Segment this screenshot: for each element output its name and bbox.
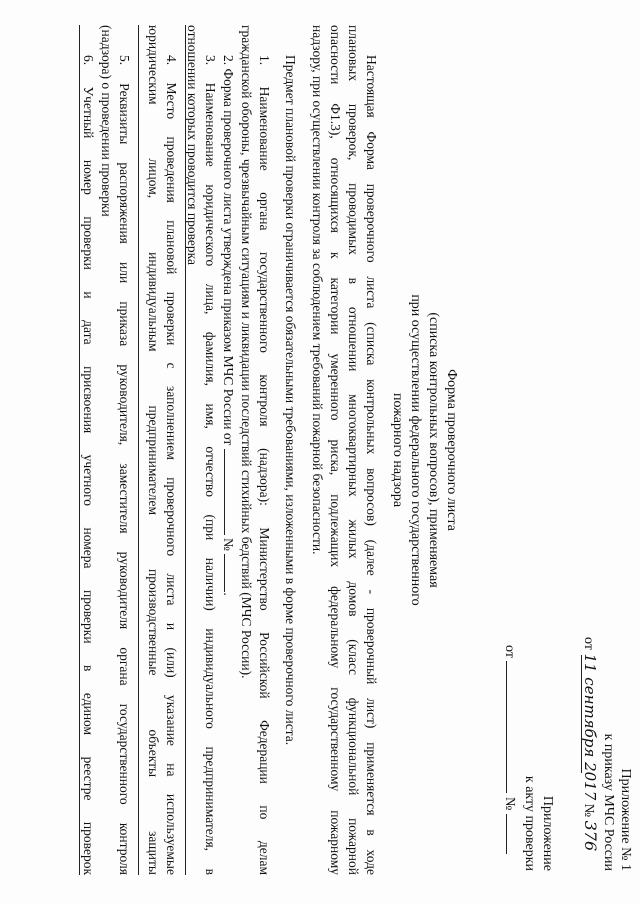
- appendix-title: Приложение № 1: [618, 768, 633, 871]
- item4-answer-line: [138, 25, 139, 875]
- to-order-text: к приказу МЧС России: [601, 733, 616, 871]
- item3-answer-line: [185, 25, 186, 875]
- item3-line2: отношении которых проводится проверка: [185, 25, 200, 265]
- intro-line3: опасности Ф1.3), относящихся к категории умеренного риска, подлежащих федеральному государственному пожарному: [328, 25, 343, 875]
- form-title-line1: Форма проверочного листа: [444, 369, 459, 531]
- item2-line: 2. Форма проверочного листа утверждена приказом МЧС России от № .: [221, 55, 236, 596]
- order-number-prefix: №: [581, 803, 596, 818]
- to-inspection-act-text: к акту проверки: [522, 775, 537, 871]
- order-date-line: [580, 637, 598, 851]
- intro-line2: плановых проверок, проводимых в отношении многоквартирных жилых домов (класс функциональной пожарной: [346, 25, 361, 875]
- item6-answer-line: [79, 25, 80, 875]
- act-date-line: [501, 645, 518, 854]
- item6-line1: 6. Учетный номер проверки и дата присвоения учетного номера проверки в едином реестре проверок: [81, 55, 96, 875]
- item2-date-blank: [224, 449, 236, 535]
- item2-number-blank: [224, 554, 236, 592]
- item4-line1: 4. Место проведения плановой проверки с заполнением проверочного листа и (или) указание на используемые: [164, 55, 179, 875]
- item5-line1: 5. Реквизиты распоряжения или приказа руководителя, заместителя руководителя органа государственного контроля: [117, 55, 132, 875]
- item2-number-prefix: №: [221, 538, 236, 551]
- form-title-line4: пожарного надзора: [390, 392, 405, 508]
- order-number-handwritten: 376: [581, 820, 600, 852]
- item3-line1: 3. Наименование юридического лица, фамилия, имя, отчество (при наличии) индивидуального предпринимателя, в: [203, 55, 218, 875]
- order-date-underline: [581, 655, 582, 773]
- form-title-line2: (списка контрольных вопросов), применяемая: [426, 312, 441, 588]
- item1-line2: гражданской обороны, чрезвычайным ситуациям и ликвидации последствий стихийных бедствий (МЧС России).: [239, 25, 254, 679]
- intro-line1: Настоящая Форма проверочного листа (списка контрольных вопросов) (далее - проверочный лист) применяется в ходе: [364, 55, 379, 875]
- act-date-prefix: от: [502, 645, 517, 658]
- act-number-prefix: №: [502, 796, 517, 811]
- act-date-blank: [506, 661, 518, 793]
- item1-line1: 1. Наименование органа государственного контроля (надзора): Министерство Российской Федерации по делам: [257, 55, 272, 875]
- form-title-line3: при осуществлении федерального государственного: [408, 294, 423, 606]
- order-date-handwritten: 11 сентября 2017: [581, 653, 599, 801]
- act-number-blank: [506, 814, 518, 854]
- intro-line4: надзору, при осуществлении контроля за соблюдением требований пожарной безопасности.: [310, 25, 325, 555]
- attachment-title: Приложение: [540, 795, 555, 871]
- order-date-prefix: от: [581, 637, 596, 650]
- item5-line2: (надзора) о проведении проверки: [99, 25, 114, 217]
- rotated-document-frame: [75, 25, 635, 875]
- item4-line2: юридическим лицом, индивидуальным предпринимателем производственные объекты защиты: [146, 25, 161, 875]
- item2-text: 2. Форма проверочного листа утверждена приказом МЧС России от: [221, 55, 236, 446]
- subject-paragraph: Предмет плановой проверки ограничивается обязательными требованиями, изложенными в форме проверочного листа.: [283, 55, 298, 746]
